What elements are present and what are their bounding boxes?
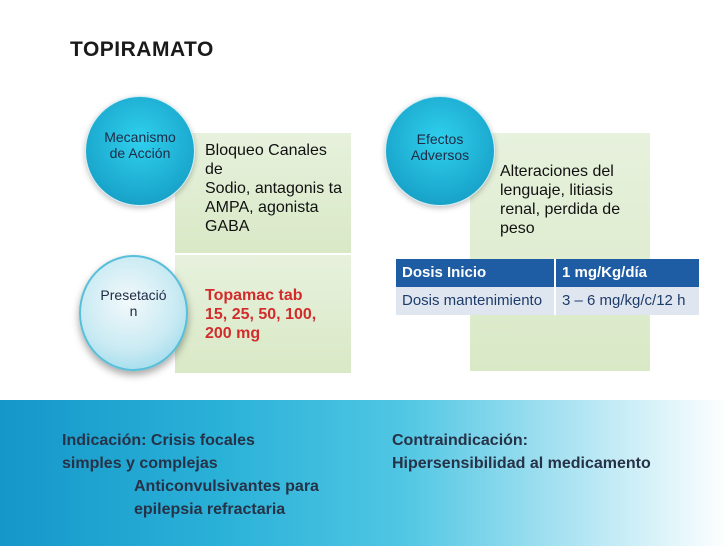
- dose-start-value: 1 mg/Kg/día: [555, 259, 699, 287]
- dose-maintenance-label: Dosis mantenimiento: [396, 287, 555, 315]
- dosing-table: [396, 259, 699, 315]
- presentation-circle: [79, 255, 188, 371]
- adverse-effects-text: Alteraciones del lenguaje, litiasis renal, perdida de peso: [500, 163, 621, 237]
- mechanism-text: Bloqueo Canales de Sodio, antagonis ta AMPA, agonista GABA: [205, 142, 342, 235]
- table-row: [396, 287, 699, 315]
- indication-detail: Anticonvulsivantes para epilepsia refractaria: [134, 478, 319, 518]
- contraindication-detail: Hipersensibilidad al medicamento: [392, 455, 651, 472]
- page-title: TOPIRAMATO: [70, 38, 214, 61]
- mechanism-circle-label: Mecanismo de Acción: [104, 129, 176, 161]
- contraindication-label: Contraindicación:: [392, 432, 529, 449]
- dose-start-label: Dosis Inicio: [396, 259, 555, 287]
- presentation-text: Topamac tab 15, 25, 50, 100, 200 mg: [205, 287, 317, 342]
- adverse-effects-circle: [385, 96, 495, 206]
- dose-maintenance-value: 3 – 6 mg/kg/c/12 h: [555, 287, 699, 315]
- table-row: [396, 259, 699, 287]
- indication-label: Indicación: Crisis focales simples y complejas: [62, 432, 255, 472]
- mechanism-circle: [85, 96, 195, 206]
- adverse-effects-circle-label: Efectos Adversos: [410, 131, 470, 163]
- presentation-circle-label: Presetació n: [100, 287, 167, 319]
